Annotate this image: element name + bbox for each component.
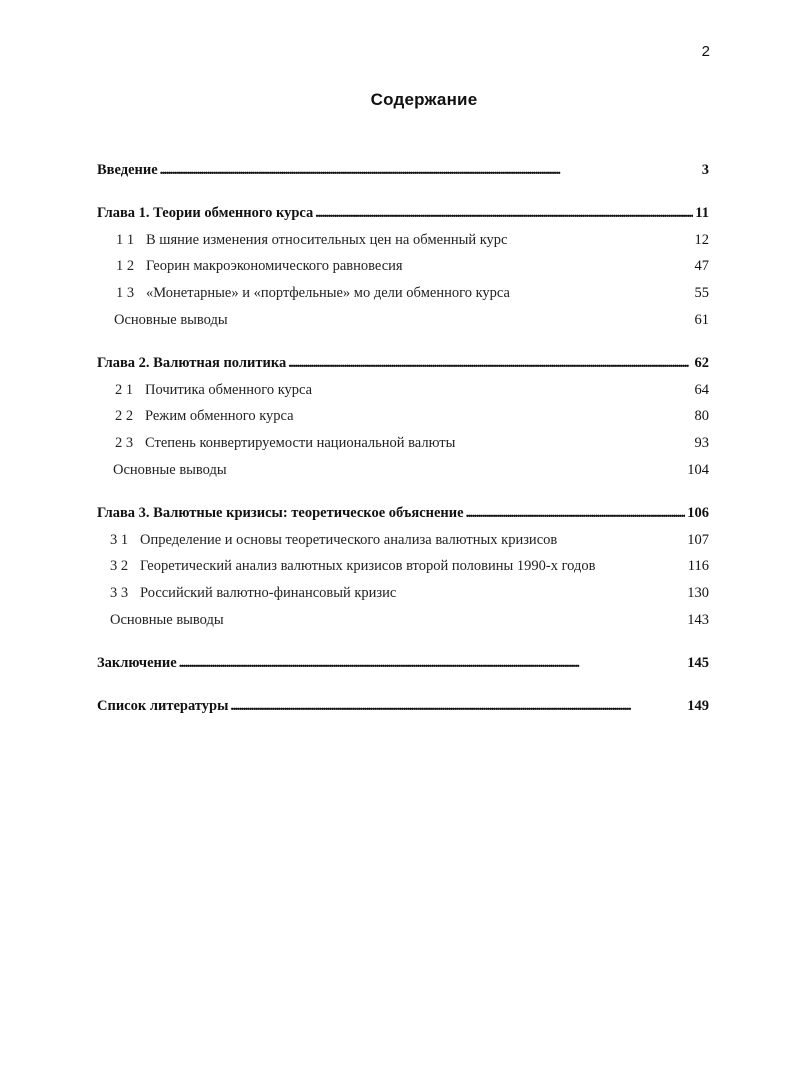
toc-entry-page: 107: [687, 531, 709, 548]
page-number: 2: [701, 43, 710, 60]
toc-entry-page: 106: [687, 504, 709, 521]
table-of-contents: [97, 162, 709, 724]
toc-entry-page: 64: [694, 381, 709, 398]
toc-section-label: Российский валютно-финансовый кризис: [140, 585, 397, 602]
toc-section-number: 1 2: [116, 258, 135, 275]
toc-section-number: 3 1: [110, 531, 129, 548]
toc-conclusions-1[interactable]: [97, 312, 709, 339]
toc-entry-page: 143: [687, 611, 709, 628]
toc-section-number: 2 1: [115, 381, 134, 398]
toc-section-3-3[interactable]: [97, 585, 709, 612]
toc-entry-label: Заключение: [97, 654, 177, 671]
toc-section-1-1[interactable]: [97, 232, 709, 259]
toc-chapter-2[interactable]: [97, 355, 709, 382]
dot-leader: [179, 655, 686, 672]
toc-conclusions-3[interactable]: [97, 612, 709, 639]
toc-entry-label: Введение: [97, 162, 158, 178]
toc-entry-page: 149: [687, 697, 709, 714]
toc-section-number: 1 1: [116, 231, 135, 248]
toc-section-number: 1 3: [116, 285, 135, 302]
toc-section-label: «Монетарные» и «портфельные» мо дели обменного курса: [146, 285, 510, 302]
toc-entry-page: 116: [687, 558, 709, 575]
toc-entry-page: 145: [687, 654, 709, 671]
toc-section-number: 2 2: [115, 408, 134, 425]
dot-leader: [466, 505, 686, 522]
toc-entry-label: Глава 1. Теории обменного курса: [97, 204, 314, 221]
dot-leader: [315, 205, 693, 222]
toc-entry-intro[interactable]: [97, 162, 709, 189]
toc-section-label: Режим обменного курса: [145, 408, 294, 425]
toc-section-label: В шяние изменения относительных цен на обменный курс: [146, 231, 508, 248]
toc-section-number: 3 3: [110, 585, 129, 602]
toc-entry-page: 11: [695, 204, 709, 221]
toc-section-2-3[interactable]: [97, 435, 709, 462]
toc-section-number: 2 3: [115, 435, 134, 452]
toc-entry-page: 104: [687, 461, 709, 478]
toc-section-number: 3 2: [110, 558, 129, 575]
toc-entry-label: Глава 3. Валютные кризисы: теоретическое объяснение: [97, 504, 464, 521]
toc-entry-page: 61: [694, 311, 709, 328]
toc-entry-conclusion[interactable]: [97, 655, 709, 682]
toc-chapter-1[interactable]: [97, 205, 709, 232]
dot-leader: [160, 162, 700, 179]
toc-section-label: Определение и основы теоретического анализа валютных кризисов: [140, 531, 558, 548]
toc-section-1-2[interactable]: [97, 258, 709, 285]
toc-entry-references[interactable]: [97, 698, 709, 725]
toc-entry-page: 12: [694, 231, 709, 248]
toc-chapter-3[interactable]: [97, 505, 709, 532]
toc-conclusions-2[interactable]: [97, 462, 709, 489]
toc-section-1-3[interactable]: [97, 285, 709, 312]
toc-entry-page: 55: [694, 285, 709, 302]
toc-entry-page: 93: [694, 435, 709, 452]
toc-entry-label: Список литературы: [97, 697, 229, 714]
toc-section-3-1[interactable]: [97, 532, 709, 559]
toc-section-label: Основные выводы: [110, 611, 224, 628]
toc-entry-page: 130: [687, 585, 709, 602]
dot-leader: [288, 355, 692, 372]
toc-entry-page: 62: [694, 354, 709, 371]
toc-section-label: Основные выводы: [113, 461, 227, 478]
dot-leader: [230, 698, 685, 715]
toc-entry-label: Глава 2. Валютная политика: [97, 354, 287, 371]
toc-section-3-2[interactable]: [97, 558, 709, 585]
toc-section-label: Георетический анализ валютных кризисов второй половины 1990-х годов: [140, 558, 596, 575]
toc-entry-page: 3: [701, 162, 709, 178]
toc-entry-page: 80: [694, 408, 709, 425]
toc-section-label: Степень конвертируемости национальной валюты: [145, 435, 456, 452]
toc-section-2-1[interactable]: [97, 382, 709, 409]
toc-section-label: Георин макроэкономического равновесия: [146, 258, 403, 275]
toc-section-label: Почитика обменного курса: [145, 381, 313, 398]
toc-entry-page: 47: [694, 258, 709, 275]
page-title: Содержание: [370, 90, 478, 109]
toc-section-label: Основные выводы: [114, 311, 228, 328]
toc-section-2-2[interactable]: [97, 408, 709, 435]
